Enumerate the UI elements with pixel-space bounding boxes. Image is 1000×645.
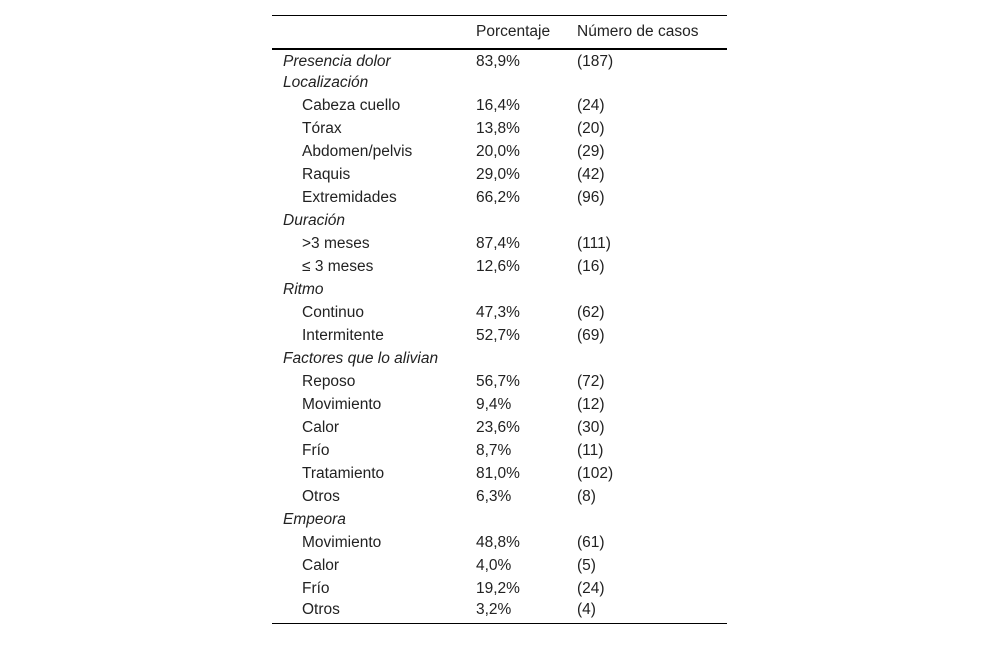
- header-row: [272, 16, 727, 49]
- table-row: [272, 95, 727, 118]
- table-row: [272, 601, 727, 624]
- percentage-cell: 47,3%: [476, 304, 520, 321]
- case-count-cell: (8): [577, 488, 596, 505]
- row-label: Otros: [302, 488, 340, 505]
- percentage-cell: 4,0%: [476, 557, 512, 574]
- case-count-cell: [577, 210, 727, 233]
- table-row: [272, 164, 727, 187]
- case-count-cell: (24): [577, 97, 605, 114]
- case-count-cell: (30): [577, 419, 605, 436]
- group-label: Ritmo: [283, 281, 324, 298]
- table-row: [272, 187, 727, 210]
- row-label: Extremidades: [302, 189, 397, 206]
- case-count-cell: (11): [577, 442, 604, 459]
- case-count-cell: (62): [577, 304, 605, 321]
- row-label: Continuo: [302, 304, 365, 321]
- table-row: [272, 486, 727, 509]
- table-row: [272, 256, 727, 279]
- case-count-cell: [577, 509, 727, 532]
- case-count-cell: (102): [577, 465, 614, 482]
- case-count-cell: [577, 348, 727, 371]
- percentage-cell: 48,8%: [476, 534, 520, 551]
- table-row: [272, 578, 727, 601]
- row-label: Raquis: [302, 166, 351, 183]
- case-count-cell: (29): [577, 143, 605, 160]
- percentage-cell: 83,9%: [476, 52, 520, 70]
- row-label: Otros: [272, 601, 476, 624]
- case-count-cell: (20): [577, 120, 605, 137]
- percentage-cell: 29,0%: [476, 166, 520, 183]
- row-label: Calor: [302, 557, 340, 574]
- row-label: Abdomen/pelvis: [302, 143, 413, 160]
- case-count-cell: (16): [577, 258, 605, 275]
- group-label: Presencia dolor: [283, 52, 391, 70]
- table-row: [272, 233, 727, 256]
- case-count-cell: (72): [577, 373, 605, 390]
- table-row: [272, 325, 727, 348]
- table-group-row: [272, 509, 727, 532]
- percentage-cell: 52,7%: [476, 327, 520, 344]
- percentage-cell: 6,3%: [476, 488, 512, 505]
- header-case-count: Número de casos: [577, 16, 727, 49]
- case-count-cell: (12): [577, 396, 605, 413]
- table-group-row: [272, 72, 727, 95]
- group-label: Empeora: [283, 511, 346, 528]
- percentage-cell: 12,6%: [476, 258, 520, 275]
- percentage-cell: 13,8%: [476, 120, 520, 137]
- group-label: Duración: [283, 212, 346, 229]
- row-label: ≤ 3 meses: [302, 258, 374, 275]
- table-group-row: [272, 279, 727, 302]
- percentage-cell: [476, 509, 577, 532]
- table-header: [272, 16, 727, 49]
- pain-characteristics-table: [272, 15, 727, 624]
- percentage-cell: 87,4%: [476, 235, 520, 252]
- percentage-cell: [476, 210, 577, 233]
- table-row: [272, 118, 727, 141]
- row-label: Reposo: [302, 373, 356, 390]
- table-row: [272, 302, 727, 325]
- percentage-cell: [476, 72, 577, 95]
- header-category: [272, 16, 476, 49]
- percentage-cell: 23,6%: [476, 419, 520, 436]
- percentage-cell: 19,2%: [476, 580, 520, 597]
- case-count-cell: (4): [577, 601, 727, 624]
- table-row: [272, 440, 727, 463]
- percentage-cell: [476, 279, 577, 302]
- table-row: [272, 463, 727, 486]
- row-label: Tórax: [302, 120, 342, 137]
- case-count-cell: (111): [577, 235, 611, 252]
- percentage-cell: 66,2%: [476, 189, 520, 206]
- pain-characteristics-table-container: [272, 15, 727, 624]
- percentage-cell: 8,7%: [476, 442, 512, 459]
- row-label: Frío: [302, 580, 330, 597]
- table-group-row: [272, 49, 727, 72]
- percentage-cell: 9,4%: [476, 396, 512, 413]
- case-count-cell: [577, 72, 727, 95]
- percentage-cell: 56,7%: [476, 373, 520, 390]
- table-row: [272, 532, 727, 555]
- row-label: Movimiento: [302, 396, 382, 413]
- header-percentage: Porcentaje: [476, 16, 577, 49]
- row-label: Intermitente: [302, 327, 384, 344]
- group-label: Factores que lo alivian: [283, 350, 439, 367]
- group-label: Localización: [283, 74, 369, 91]
- percentage-cell: 3,2%: [476, 601, 577, 624]
- table-row: [272, 417, 727, 440]
- table-group-row: [272, 348, 727, 371]
- case-count-cell: (61): [577, 534, 605, 551]
- table-row: [272, 394, 727, 417]
- case-count-cell: (5): [577, 557, 596, 574]
- table-body: [272, 49, 727, 624]
- case-count-cell: (69): [577, 327, 605, 344]
- row-label: Frío: [302, 442, 330, 459]
- table-row: [272, 371, 727, 394]
- table-group-row: [272, 210, 727, 233]
- case-count-cell: [577, 279, 727, 302]
- row-label: Tratamiento: [302, 465, 385, 482]
- percentage-cell: 81,0%: [476, 465, 520, 482]
- case-count-cell: (24): [577, 580, 605, 597]
- percentage-cell: [476, 348, 577, 371]
- row-label: Cabeza cuello: [302, 97, 401, 114]
- percentage-cell: 20,0%: [476, 143, 520, 160]
- table-row: [272, 141, 727, 164]
- case-count-cell: (187): [577, 52, 614, 70]
- case-count-cell: (42): [577, 166, 605, 183]
- case-count-cell: (96): [577, 189, 605, 206]
- percentage-cell: 16,4%: [476, 97, 520, 114]
- table-row: [272, 555, 727, 578]
- row-label: >3 meses: [302, 235, 370, 252]
- row-label: Calor: [302, 419, 340, 436]
- row-label: Movimiento: [302, 534, 382, 551]
